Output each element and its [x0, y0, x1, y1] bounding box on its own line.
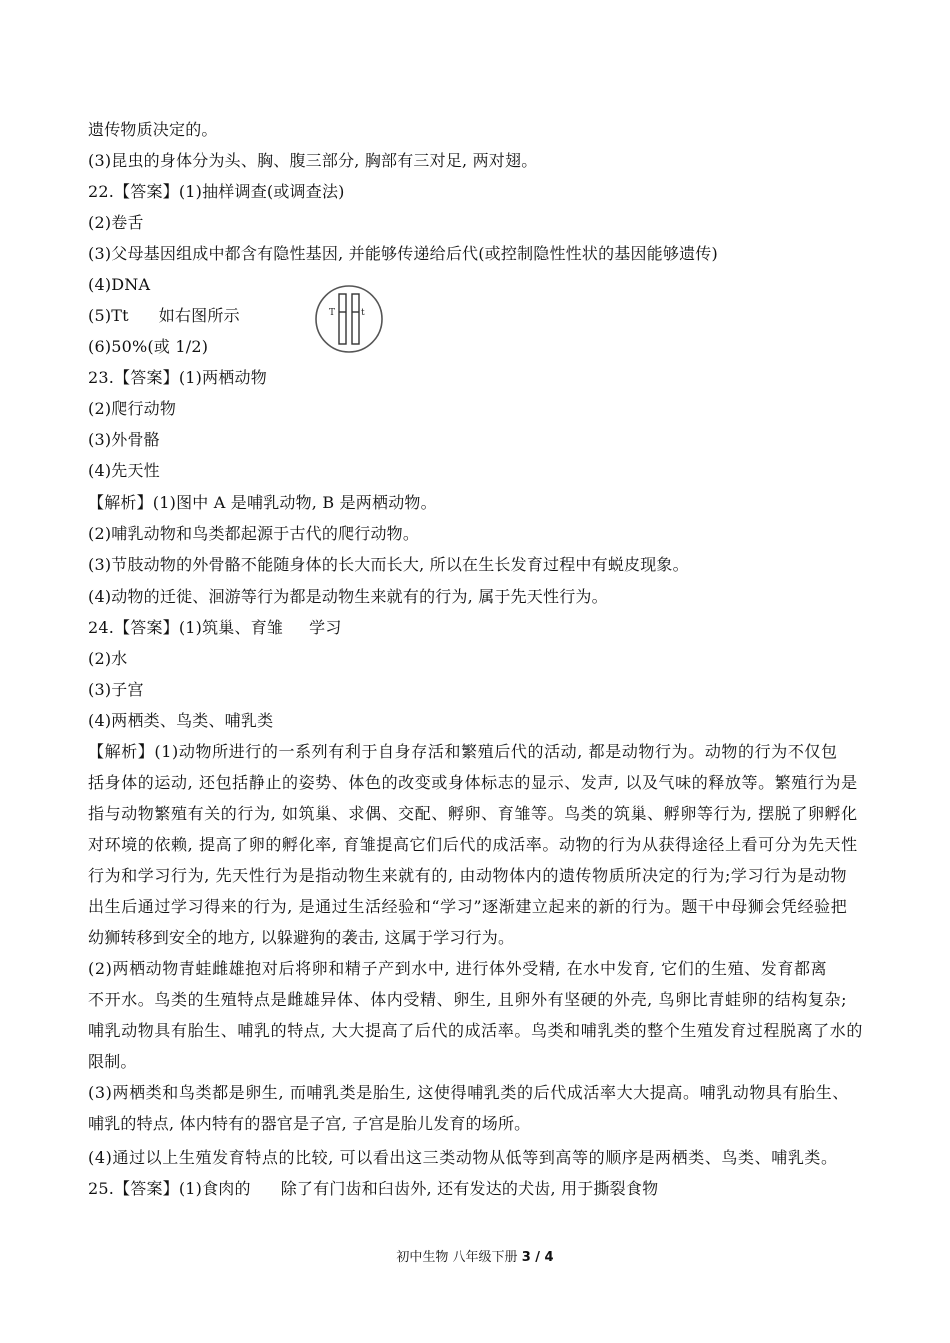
text-line: (3)外骨骼 [88, 430, 160, 449]
text-line: 哺乳动物具有胎生、哺乳的特点, 大大提高了后代的成活率。鸟类和哺乳类的整个生殖发育过程脱离了水的 [88, 1021, 863, 1040]
answer-22: 22.【答案】(1)抽样调查(或调查法) [88, 182, 345, 201]
text-line: 出生后通过学习得来的行为, 是通过生活经验和“学习”逐渐建立起来的新的行为。题干中母狮会凭经验把 [88, 897, 848, 916]
text-line: (4)两栖类、鸟类、哺乳类 [88, 711, 274, 730]
text-line: 遗传物质决定的。 [88, 120, 218, 139]
text-line: (4)动物的迁徙、洄游等行为都是动物生来就有的行为, 属于先天性行为。 [88, 587, 608, 606]
q25-1-explanation: 除了有门齿和臼齿外, 还有发达的犬齿, 用于撕裂食物 [280, 1179, 659, 1198]
text-line: (3)父母基因组成中都含有隐性基因, 并能够传递给后代(或控制隐性性状的基因能够遗传) [88, 244, 718, 263]
footer-title: 初中生物 八年级下册 [396, 1250, 522, 1265]
text-line: 括身体的运动, 还包括静止的姿势、体色的改变或身体标志的显示、发声, 以及气味的释放等。繁殖行为是 [88, 773, 858, 792]
allele-T-label: T [329, 308, 336, 318]
q25-1-answer: 25.【答案】(1)食肉的 [88, 1179, 251, 1198]
q24-1-answer: 24.【答案】(1)筑巢、育雏 [88, 618, 284, 637]
text-line: (4)DNA [88, 275, 151, 294]
analysis-24: 【解析】(1)动物所进行的一系列有利于自身存活和繁殖后代的活动, 都是动物行为。动物的行为不仅包 [88, 742, 838, 761]
text-line: (3)节肢动物的外骨骼不能随身体的长大而长大, 所以在生长发育过程中有蜕皮现象。 [88, 555, 689, 574]
answer-25 [88, 1179, 858, 1199]
allele-t-label: t [361, 308, 365, 318]
text-line: (2)爬行动物 [88, 399, 177, 418]
q24-1-extra: 学习 [309, 618, 342, 637]
page-number: 3 / 4 [521, 1250, 554, 1265]
text-line: (4)先天性 [88, 461, 160, 480]
text-line: (6)50%(或 1/2) [88, 337, 209, 356]
q22-5-answer: (5)Tt [88, 306, 129, 325]
text-line: 对环境的依赖, 提高了卵的孵化率, 育雏提高它们后代的成活率。动物的行为从获得途径上看可分为先天性 [88, 835, 858, 854]
text-line: (3)昆虫的身体分为头、胸、腹三部分, 胸部有三对足, 两对翅。 [88, 151, 538, 170]
q22-5-note: 如右图所示 [158, 306, 240, 325]
text-line: 幼狮转移到安全的地方, 以躲避狗的袭击, 这属于学习行为。 [88, 928, 515, 947]
text-line: 指与动物繁殖有关的行为, 如筑巢、求偶、交配、孵卵、育雏等。鸟类的筑巢、孵卵等行为, 摆脱了卵孵化 [88, 804, 858, 823]
text-line: 行为和学习行为, 先天性行为是指动物生来就有的, 由动物体内的遗传物质所决定的行为;学习行为是动物 [88, 866, 848, 885]
text-line: (4)通过以上生殖发育特点的比较, 可以看出这三类动物从低等到高等的顺序是两栖类、鸟类、哺乳类。 [88, 1148, 838, 1167]
text-line: 哺乳的特点, 体内特有的器官是子宫, 子宫是胎儿发育的场所。 [88, 1114, 531, 1133]
text-line: (2)两栖动物青蛙雌雄抱对后将卵和精子产到水中, 进行体外受精, 在水中发育, 它们的生殖、发育都离 [88, 959, 828, 978]
analysis-23: 【解析】(1)图中 A 是哺乳动物, B 是两栖动物。 [88, 493, 437, 512]
answer-24 [88, 618, 858, 638]
text-line: (3)子宫 [88, 680, 144, 699]
text-line [88, 306, 858, 326]
text-line: (2)哺乳动物和鸟类都起源于古代的爬行动物。 [88, 524, 420, 543]
text-line: (2)水 [88, 649, 128, 668]
text-line: 不开水。鸟类的生殖特点是雌雄异体、体内受精、卵生, 且卵外有坚硬的外壳, 鸟卵比青蛙卵的结构复杂; [88, 990, 848, 1009]
page-footer [0, 1246, 950, 1265]
answer-23: 23.【答案】(1)两栖动物 [88, 368, 267, 387]
text-line: (2)卷舌 [88, 213, 144, 232]
text-line: 限制。 [88, 1052, 137, 1071]
text-line: (3)两栖类和鸟类都是卵生, 而哺乳类是胎生, 这使得哺乳类的后代成活率大大提高。哺乳动物具有胎生、 [88, 1083, 850, 1102]
